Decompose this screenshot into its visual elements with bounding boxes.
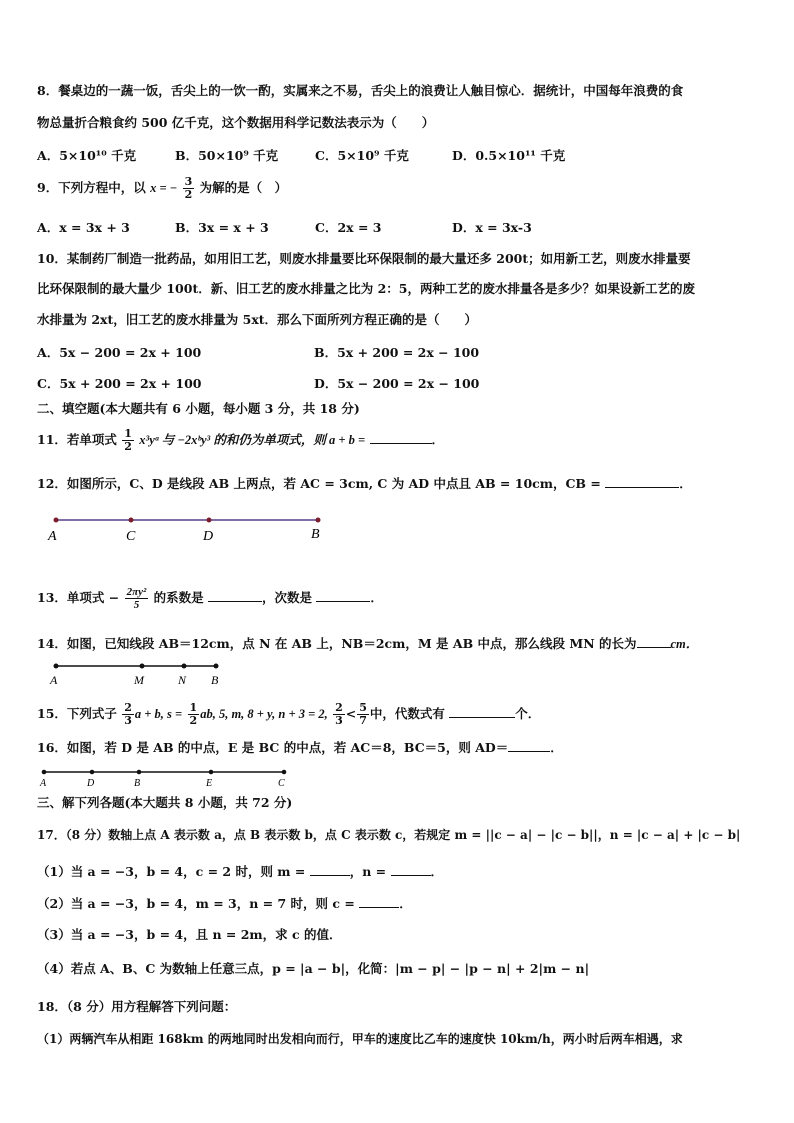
q11-expression: x³yᵃ 与 −2xᵇy³ 的和仍为单项式，则 a + b = (139, 433, 366, 447)
q11-frac-num: 1 (124, 427, 132, 440)
q16-label-b: B (134, 778, 141, 789)
q10-line2: 比环保限制的最大量少 100t．新、旧工艺的废水排量之比为 2：5，两种工艺的废水排量各是多少？如果设新工艺的废 (37, 281, 695, 296)
q10-line1: 10．某制药厂制造一批药品，如用旧工艺，则废水排量要比环保限制的最大量还多 200t；如用新工艺，则废水排量要 (37, 251, 691, 266)
q16-point-d (90, 770, 95, 775)
q8-option-d: D．0.5×10¹¹ 千克 (452, 148, 566, 163)
q14-point-b (214, 664, 219, 669)
q12-point-d (207, 518, 212, 523)
q9-expression: x = − (150, 181, 178, 195)
q16-label-a: A (40, 778, 47, 789)
q13-frac-num: 2πy² (126, 586, 147, 598)
q13-frac-den: 5 (133, 599, 140, 611)
q9-frac-den: 2 (184, 188, 193, 201)
q9-option-d: D．x = 3x-3 (452, 220, 532, 235)
q16-text: 16．如图，若 D 是 AB 的中点，E 是 BC 的中点，若 AC＝8，BC＝5，则 AD＝ (37, 740, 509, 755)
q16-segment-figure (38, 764, 298, 790)
q17-m-blank[interactable] (310, 862, 350, 876)
q11-frac-den: 2 (124, 440, 132, 453)
q17-p2-text: （2）当 a = −3，b = 4，m = 3，n = 7 时，则 c = (37, 896, 355, 911)
q15-less-than: < (345, 706, 357, 721)
q14-label-m: M (134, 673, 144, 687)
q15-answer-blank[interactable] (449, 704, 515, 718)
q14-label-n: N (178, 673, 187, 687)
q9-fraction (183, 176, 195, 201)
q12-point-c (129, 518, 134, 523)
q14 (37, 634, 764, 653)
q14-answer-blank[interactable] (637, 634, 671, 648)
q16-answer-blank[interactable] (508, 738, 550, 752)
q16-label-c: C (278, 778, 285, 789)
q8-line2: 物总量折合粮食约 500 亿千克，这个数据用科学记数法表示为（ ） (37, 115, 435, 130)
q15-prefix: 15．下列式子 (37, 706, 117, 721)
q17-part3: （3）当 a = −3，b = 4，且 n = 2m，求 c 的值． (37, 927, 342, 942)
q12-point-b (316, 518, 321, 523)
q12-end: ． (679, 476, 692, 491)
q12-label-b: B (311, 527, 320, 542)
q10-option-b: B．5x + 200 = 2x − 100 (314, 345, 480, 360)
q15-middle: 中，代数式有 (369, 706, 445, 721)
q11 (37, 428, 764, 453)
q17-part4: （4）若点 A、B、C 为数轴上任意三点，p = |a − b|，化简：|m − p| − |p − n| + 2|m − n| (37, 961, 590, 976)
q8-line1: 8．餐桌边的一蔬一饭，舌尖上的一饮一酌，实属来之不易，舌尖上的浪费让人触目惊心．据统计，中国每年浪费的食 (37, 83, 684, 98)
q14-label-a: A (50, 673, 58, 687)
q16-end: ． (550, 740, 563, 755)
q15-fraction-1 (122, 702, 134, 727)
q12 (37, 474, 764, 493)
q9-stem-suffix: 为解的是（ ） (199, 180, 288, 195)
q15-frac4-num: 5 (359, 701, 367, 714)
q15 (37, 702, 764, 727)
q16-point-a (42, 770, 47, 775)
q17-p2-end: ． (399, 896, 412, 911)
q15-frac1-num: 2 (124, 701, 132, 714)
q10-option-c: C．5x + 200 = 2x + 100 (37, 376, 202, 391)
q16-label-e: E (206, 778, 213, 789)
q14-point-m (140, 664, 145, 669)
q14-label-b: B (211, 673, 219, 687)
q9-frac-num: 3 (184, 175, 193, 188)
section-3-heading: 三、解下列各题(本大题共 8 小题，共 72 分) (37, 795, 293, 810)
q15-frac2-den: 2 (189, 714, 198, 727)
q16-point-e (209, 770, 214, 775)
q11-fraction (122, 428, 134, 453)
q14-point-a (54, 664, 59, 669)
q12-segment-figure (40, 510, 340, 546)
q11-prefix: 11．若单项式 (37, 432, 117, 447)
q13-coefficient-label: 的系数是 (153, 590, 204, 605)
q15-expr-1: a + b, s = (134, 707, 183, 721)
q9-stem-prefix: 9．下列方程中，以 (37, 180, 146, 195)
q15-frac3-den: 3 (335, 714, 343, 727)
q17-p1-text: （1）当 a = −3，b = 4，c = 2 时，则 m = (37, 864, 306, 879)
q18-part1: （1）两辆汽车从相距 168km 的两地同时出发相向而行，甲车的速度比乙车的速度快 10km/h，两小时后两车相遇，求 (37, 1032, 683, 1046)
q8-option-a: A．5×10¹⁰ 千克 (37, 148, 137, 163)
q18-stem: 18．（8 分）用方程解答下列问题： (37, 999, 237, 1014)
q10-line3: 水排量为 2xt，旧工艺的废水排量为 5xt．那么下面所列方程正确的是（ ） (37, 312, 478, 327)
q11-answer-blank[interactable] (370, 430, 432, 444)
q8-option-c: C．5×10⁹ 千克 (315, 148, 409, 163)
q14-point-n (182, 664, 187, 669)
q16-point-b (137, 770, 142, 775)
q16-label-d: D (87, 778, 95, 789)
q13-degree-blank[interactable] (316, 588, 370, 602)
q15-frac3-num: 2 (335, 701, 343, 714)
q17-p1-end: ． (430, 864, 444, 879)
q17-part2 (37, 894, 764, 913)
q15-fraction-4 (357, 702, 369, 727)
q14-text: 14．如图，已知线段 AB＝12cm，点 N 在 AB 上，NB＝2cm，M 是 AB 中点，那么线段 MN 的长为 (37, 636, 637, 651)
q14-end: cm． (670, 637, 699, 651)
q15-end: 个． (515, 706, 541, 721)
q17-part1 (37, 862, 764, 881)
q13-end: ． (370, 590, 383, 605)
q13-degree-label: ，次数是 (262, 590, 313, 605)
q9-option-c: C．2x = 3 (315, 220, 382, 235)
q12-point-a (54, 518, 59, 523)
q15-expr-2: ab, 5, m, 8 + y, n + 3 = 2, (200, 707, 328, 721)
q16 (37, 738, 764, 757)
q10-option-d: D．5x − 200 = 2x − 100 (314, 376, 480, 391)
q13 (37, 586, 764, 611)
q17-p1-n-label: ，n = (349, 864, 387, 879)
q8-option-b: B．50×10⁹ 千克 (175, 148, 279, 163)
q12-text: 12．如图所示，C、D 是线段 AB 上两点，若 AC = 3cm, C 为 AD 中点且 AB = 10cm，CB = (37, 476, 601, 491)
q13-fraction (125, 586, 149, 611)
q17-c-blank[interactable] (359, 894, 399, 908)
section-2-heading: 二、填空题(本大题共有 6 小题，每小题 3 分，共 18 分) (37, 401, 360, 416)
q15-fraction-2 (188, 702, 200, 727)
q14-segment-figure (46, 658, 236, 688)
q15-frac1-den: 3 (124, 714, 132, 727)
q11-end: ． (431, 432, 445, 447)
q15-frac4-den: 7 (359, 714, 367, 727)
q17-stem: 17．（8 分）数轴上点 A 表示数 a，点 B 表示数 b，点 C 表示数 c，若规定 m = ||c − a| − |c − b||，n = |c − a| + |c − b| (37, 828, 741, 842)
q12-label-d: D (203, 529, 214, 544)
q13-coefficient-blank[interactable] (208, 588, 262, 602)
q10-option-a: A．5x − 200 = 2x + 100 (37, 345, 202, 360)
q17-n-blank[interactable] (391, 862, 431, 876)
q15-frac2-num: 1 (189, 701, 198, 714)
q9-stem (37, 176, 764, 201)
q9-option-a: A．x = 3x + 3 (37, 220, 130, 235)
q12-label-a: A (48, 529, 57, 544)
q13-prefix: 13．单项式 − (37, 590, 120, 605)
q12-answer-blank[interactable] (605, 474, 679, 488)
q16-point-c (282, 770, 287, 775)
q9-option-b: B．3x = x + 3 (175, 220, 269, 235)
q12-label-c: C (126, 529, 136, 544)
q15-fraction-3 (333, 702, 345, 727)
